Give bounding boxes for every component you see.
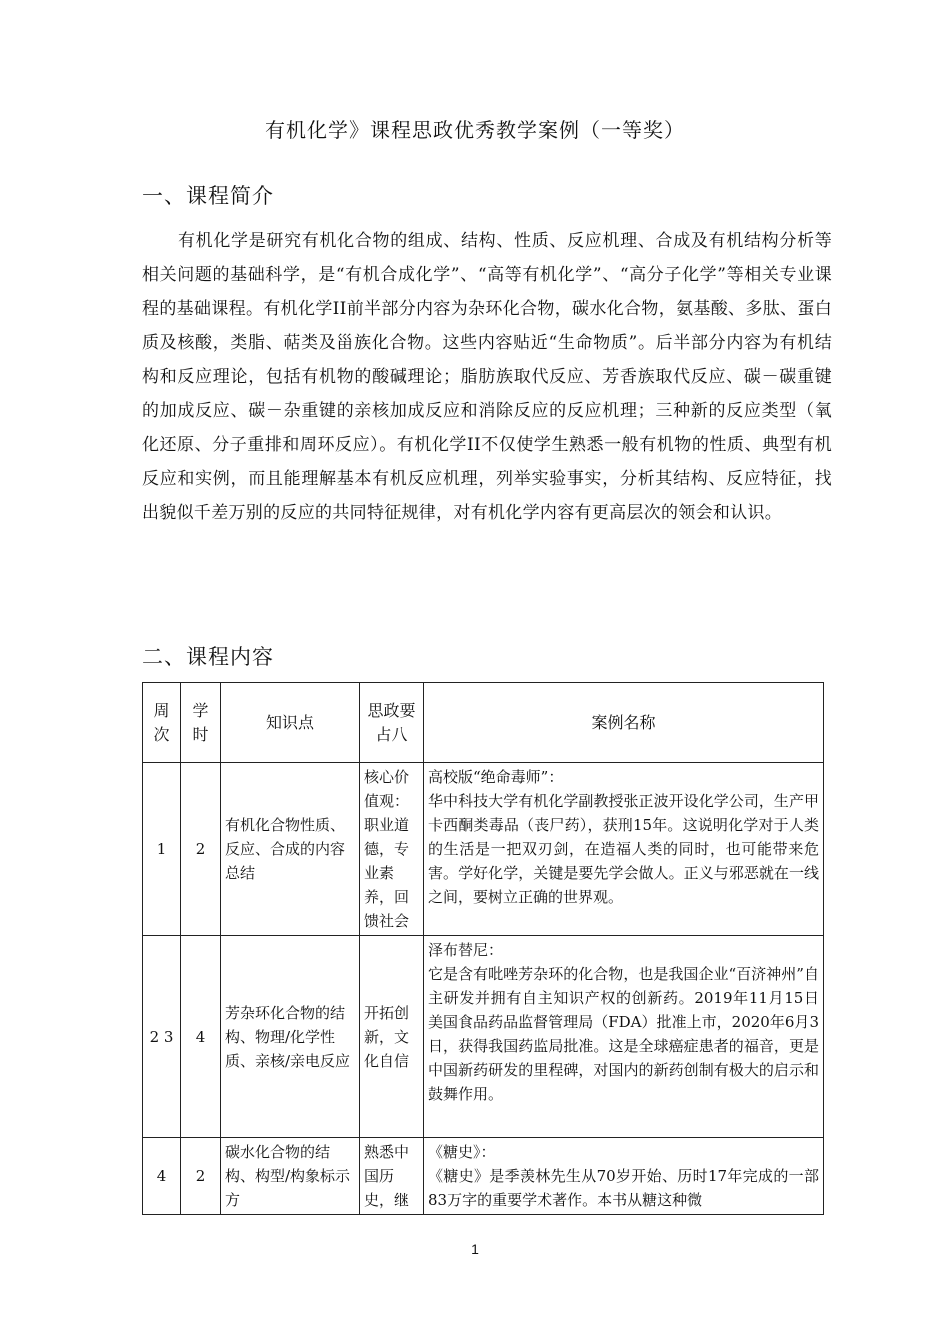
header-case: 案例名称	[424, 683, 824, 763]
header-hours: 学时	[181, 683, 221, 763]
table-row	[143, 763, 824, 936]
cell-week: 1	[143, 763, 181, 936]
cell-ideology: 熟悉中国历史，继	[360, 1138, 424, 1215]
header-knowledge: 知识点	[221, 683, 360, 763]
case-title: 高校版“绝命毒师”：	[428, 768, 564, 786]
case-title: 泽布替尼：	[428, 941, 504, 959]
case-body: 它是含有吡唑芳杂环的化合物，也是我国企业“百济神州”自主研发并拥有自主知识产权的创新药。2019年11月15日美国食品药品监督管理局（FDA）批准上市，2020年6月3日，获得我国药监局批准。这是全球癌症患者的福音，更是中国新药研发的里程碑，对国内的新药创制有极大的启示和鼓舞作用。	[428, 965, 819, 1103]
header-week: 周次	[143, 683, 181, 763]
cell-case	[424, 936, 824, 1138]
table-row	[143, 936, 824, 1138]
cell-knowledge: 芳杂环化合物的结构、物理/化学性质、亲核/亲电反应	[221, 936, 360, 1138]
section-heading-content: 二、课程内容	[142, 645, 274, 669]
cell-case	[424, 763, 824, 936]
cell-ideology: 核心价值观：职业道德，专业素养，回馈社会	[360, 763, 424, 936]
cell-knowledge: 有机化合物性质、反应、合成的内容总结	[221, 763, 360, 936]
header-ideology: 思政要占八	[360, 683, 424, 763]
cell-hours: 4	[181, 936, 221, 1138]
case-title: 《糖史》：	[428, 1143, 496, 1161]
section-heading-intro: 一、课程简介	[142, 184, 274, 208]
cell-ideology: 开拓创新，文化自信	[360, 936, 424, 1138]
table-row	[143, 1138, 824, 1215]
table-header-row	[143, 683, 824, 763]
cell-week: 2 3	[143, 936, 181, 1138]
document-title: 有机化学》课程思政优秀教学案例（一等奖）	[265, 118, 685, 142]
cell-week: 4	[143, 1138, 181, 1215]
case-body: 华中科技大学有机化学副教授张正波开设化学公司，生产甲卡西酮类毒品（丧尸药），获刑15年。这说明化学对于人类的生活是一把双刃剑，在造福人类的同时，也可能带来危害。学好化学，关键是要先学会做人。正义与邪恶就在一线之间，要树立正确的世界观。	[428, 792, 819, 906]
cell-knowledge: 碳水化合物的结构、构型/构象标示方	[221, 1138, 360, 1215]
case-body: 《糖史》是季羡林先生从70岁开始、历时17年完成的一部83万字的重要学术著作。本书从糖这种微	[428, 1167, 819, 1209]
cell-hours: 2	[181, 763, 221, 936]
page-number: 1	[471, 1241, 479, 1257]
cell-hours: 2	[181, 1138, 221, 1215]
intro-paragraph: 有机化学是研究有机化合物的组成、结构、性质、反应机理、合成及有机结构分析等相关问题的基础科学，是“有机合成化学”、“高等有机化学”、“高分子化学”等相关专业课程的基础课程。有机化学II前半部分内容为杂环化合物，碳水化合物，氨基酸、多肽、蛋白质及核酸，类脂、萜类及甾族化合物。这些内容贴近“生命物质”。后半部分内容为有机结构和反应理论，包括有机物的酸碱理论；脂肪族取代反应、芳香族取代反应、碳－碳重键的加成反应、碳－杂重键的亲核加成反应和消除反应的反应机理；三种新的反应类型（氧化还原、分子重排和周环反应）。有机化学II不仅使学生熟悉一般有机物的性质、典型有机反应和实例，而且能理解基本有机反应机理，列举实验事实，分析其结构、反应特征，找出貌似千差万别的反应的共同特征规律，对有机化学内容有更高层次的领会和认识。	[142, 231, 832, 523]
cell-case	[424, 1138, 824, 1215]
course-content-table	[142, 682, 824, 1215]
